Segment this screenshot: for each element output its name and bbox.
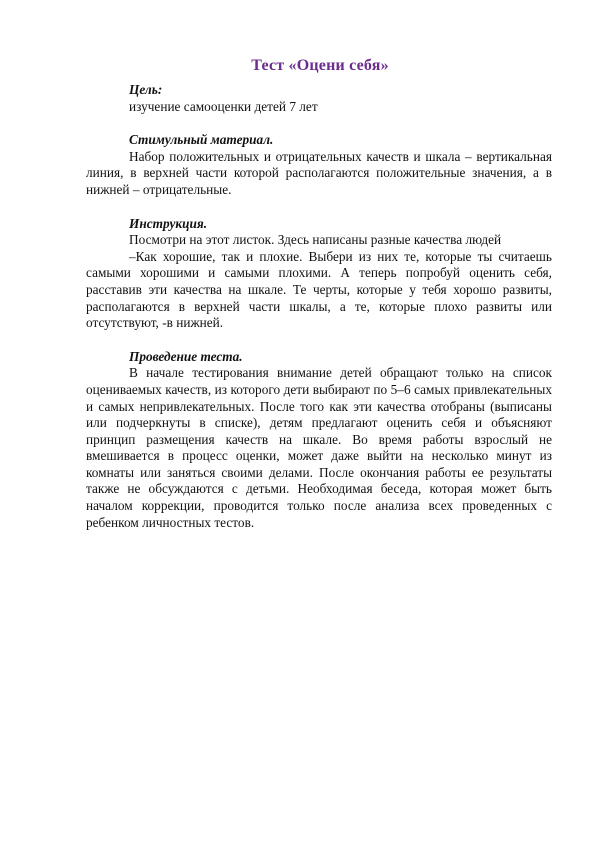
goal-section bbox=[86, 82, 552, 115]
material-section bbox=[86, 132, 552, 198]
section-gap bbox=[86, 332, 552, 349]
goal-text: изучение самооценки детей 7 лет bbox=[129, 98, 318, 114]
material-text: Набор положительных и отрицательных качеств и шкала – вертикальная линия, в верхней части которой располагаются положительные значения, а в нижней – отрицательные. bbox=[86, 148, 552, 197]
instruction-text: –Как хорошие, так и плохие. Выбери из них те, которые ты считаешь самыми хорошими и самыми плохими. А теперь попробуй оценить себя, расставив эти качества на шкале. Те черты, которые у тебя хорошо развиты, располагаются в верхней части шкалы, а те, которые плохо развиты или отсутствуют, -в нижней. bbox=[86, 248, 552, 331]
instruction-first-line: Посмотри на этот листок. Здесь написаны разные качества людей bbox=[129, 232, 502, 248]
procedure-section bbox=[86, 349, 552, 532]
section-gap bbox=[86, 115, 552, 132]
section-gap bbox=[86, 199, 552, 216]
instruction-heading: Инструкция. bbox=[129, 215, 208, 231]
procedure-text: В начале тестирования внимание детей обращают только на список оцениваемых качеств, из которого дети выбирают по 5–6 самых привлекательных и самых непривлекательных. После того как эти качества отобраны (выписаны или подчеркнуты в списке), детям предлагают оценить себя и объясняют принцип размещения качеств на шкале. Во время работы взрослый не вмешивается в процесс оценки, может даже выйти на несколько минут из комнаты или заняться своими делами. После окончания работы ее результаты также не обсуждаются с детьми. Необходимая беседа, которая может быть началом коррекции, проводится только после анализа всех проведенных с ребенком личностных тестов. bbox=[86, 365, 552, 530]
goal-heading: Цель: bbox=[129, 82, 163, 97]
procedure-heading: Проведение теста. bbox=[129, 348, 243, 364]
material-heading: Стимульный материал. bbox=[129, 132, 274, 148]
document-title: Тест «Оцени себя» bbox=[251, 57, 389, 74]
instruction-section bbox=[86, 216, 552, 332]
document-body bbox=[86, 82, 552, 531]
